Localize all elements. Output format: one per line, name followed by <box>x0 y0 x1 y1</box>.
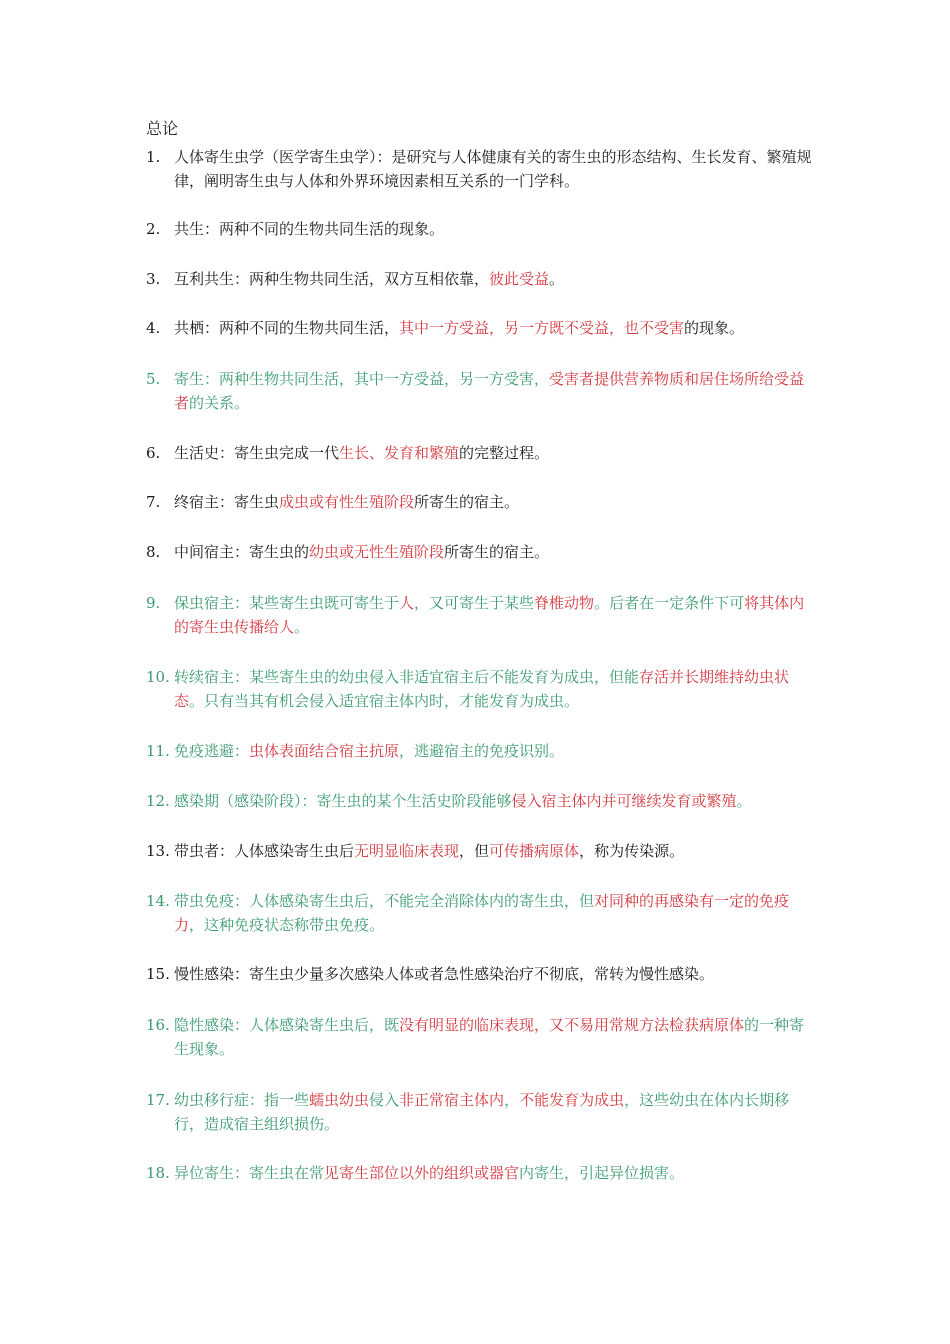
item-number: 2. <box>146 220 161 238</box>
item-text <box>174 789 816 813</box>
highlighted-phrase: 对同种的再感染有一定的免疫力 <box>174 892 790 934</box>
text-segment: 侵入 <box>369 1091 400 1109</box>
item-number: 10. <box>146 668 170 686</box>
item-number: 16. <box>146 1016 170 1034</box>
highlighted-phrase: 非正常宿主体内 <box>399 1091 505 1109</box>
item-text <box>174 1088 816 1136</box>
highlighted-phrase: 其中一方受益，另一方既不受益，也不受害 <box>399 319 685 337</box>
text-segment: 中间宿主：寄生虫的 <box>174 543 310 561</box>
definition-item-4 <box>146 316 816 340</box>
item-text <box>174 540 816 564</box>
definition-item-14 <box>146 889 816 937</box>
definition-item-13 <box>146 839 816 863</box>
text-segment: 寄生：两种生物共同生活，其中一方受益，另一方受害， <box>174 370 550 388</box>
text-segment: 慢性感染：寄生虫少量多次感染人体或者急性感染治疗不彻底，常转为慢性感染。 <box>174 965 715 983</box>
text-segment: 人体寄生虫学（医学寄生虫学）：是研究与人体健康有关的寄生虫的形态结构、生长发育、繁殖规律，阐明寄生虫与人体和外界环境因素相互关系的一门学科。 <box>174 148 812 190</box>
highlighted-phrase: 无明显临床表现 <box>354 842 460 860</box>
text-segment: 所寄生的宿主。 <box>444 543 550 561</box>
section-heading: 总论 <box>146 119 179 138</box>
text-segment: 共栖：两种不同的生物共同生活， <box>174 319 400 337</box>
highlighted-phrase: 生长、发育和繁殖 <box>339 444 460 462</box>
item-text <box>174 739 816 763</box>
text-segment: 。 <box>736 792 752 810</box>
text-segment: 隐性感染：人体感染寄生虫后，既 <box>174 1016 400 1034</box>
text-segment: 的完整过程。 <box>459 444 550 462</box>
highlighted-phrase: 成虫或有性生殖阶段 <box>279 493 415 511</box>
definition-item-8 <box>146 540 816 564</box>
highlighted-phrase: 见寄生部位以外的组织或器官 <box>324 1164 520 1182</box>
item-number: 15. <box>146 965 170 983</box>
definition-item-6 <box>146 441 816 465</box>
text-segment: 共生：两种不同的生物共同生活的现象。 <box>174 220 445 238</box>
definition-item-18 <box>146 1161 816 1185</box>
text-segment: ，这些幼虫在体内长期移行，造成宿主组织损伤。 <box>174 1091 790 1133</box>
item-text <box>174 490 816 514</box>
definition-item-15 <box>146 962 816 986</box>
text-segment: 异位寄生：寄生虫在常 <box>174 1164 325 1182</box>
text-segment: ，又可寄生于某些 <box>414 594 535 612</box>
item-text <box>174 591 816 639</box>
item-text <box>174 1013 816 1061</box>
item-number: 14. <box>146 892 170 910</box>
text-segment: ， <box>504 1091 520 1109</box>
item-number: 9. <box>146 594 161 612</box>
item-number: 4. <box>146 319 161 337</box>
text-segment: 带虫免疫：人体感染寄生虫后，不能完全消除体内的寄生虫，但 <box>174 892 595 910</box>
highlighted-phrase: 脊椎动物 <box>534 594 595 612</box>
definition-item-3 <box>146 267 816 291</box>
highlighted-phrase: 侵入宿主体内并可继续发育或繁殖 <box>511 792 737 810</box>
highlighted-phrase: 将其体内的寄生虫传播给人 <box>174 594 805 636</box>
definition-item-17 <box>146 1088 816 1136</box>
item-text <box>174 1161 816 1185</box>
item-number: 8. <box>146 543 161 561</box>
definition-item-10 <box>146 665 816 713</box>
text-segment: 免疫逃避： <box>174 742 250 760</box>
definition-item-11 <box>146 739 816 763</box>
item-number: 11. <box>146 742 170 760</box>
highlighted-phrase: 不能发育为成虫 <box>519 1091 625 1109</box>
text-segment: 的现象。 <box>684 319 745 337</box>
highlighted-phrase: 可传播病原体 <box>489 842 580 860</box>
text-segment: 带虫者：人体感染寄生虫后 <box>174 842 355 860</box>
definition-item-9 <box>146 591 816 639</box>
item-text <box>174 839 816 863</box>
item-text <box>174 367 816 415</box>
text-segment: 。 <box>294 618 310 636</box>
item-text <box>174 665 816 713</box>
text-segment: 内寄生，引起异位损害。 <box>519 1164 685 1182</box>
highlighted-phrase: 人 <box>399 594 415 612</box>
text-segment: 的一种寄生现象。 <box>174 1016 805 1058</box>
text-segment: 感染期（感染阶段）：寄生虫的某个生活史阶段能够 <box>174 792 512 810</box>
text-segment: ，这种免疫状态称带虫免疫。 <box>189 916 385 934</box>
text-segment: 幼虫移行症：指一些 <box>174 1091 310 1109</box>
text-segment: ，称为传染源。 <box>579 842 685 860</box>
item-number: 6. <box>146 444 161 462</box>
item-number: 5. <box>146 370 161 388</box>
item-text <box>174 316 816 340</box>
highlighted-phrase: 没有明显的临床表现，又不易用常规方法检获病原体 <box>399 1016 745 1034</box>
definition-item-7 <box>146 490 816 514</box>
text-segment: 。 <box>549 270 565 288</box>
item-text <box>174 217 816 241</box>
item-number: 18. <box>146 1164 170 1182</box>
definition-item-12 <box>146 789 816 813</box>
text-segment: 。只有当其有机会侵入适宜宿主体内时，才能发育为成虫。 <box>189 692 580 710</box>
item-text <box>174 145 816 193</box>
item-text <box>174 962 816 986</box>
item-number: 17. <box>146 1091 170 1109</box>
item-text <box>174 267 816 291</box>
text-segment: 互利共生：两种生物共同生活，双方互相依靠， <box>174 270 490 288</box>
highlighted-phrase: 幼虫或无性生殖阶段 <box>309 543 445 561</box>
text-segment: 保虫宿主：某些寄生虫既可寄生于 <box>174 594 400 612</box>
definition-item-16 <box>146 1013 816 1061</box>
text-segment: 所寄生的宿主。 <box>414 493 520 511</box>
definition-item-5 <box>146 367 816 415</box>
item-number: 12. <box>146 792 170 810</box>
item-text <box>174 889 816 937</box>
text-segment: ，但 <box>459 842 490 860</box>
highlighted-phrase: 蠕虫幼虫 <box>309 1091 370 1109</box>
text-segment: 。后者在一定条件下可 <box>594 594 745 612</box>
text-segment: 生活史：寄生虫完成一代 <box>174 444 340 462</box>
item-number: 13. <box>146 842 170 860</box>
definition-item-1 <box>146 145 816 193</box>
text-segment: 终宿主：寄生虫 <box>174 493 280 511</box>
highlighted-phrase: 虫体表面结合宿主抗原 <box>249 742 400 760</box>
item-text <box>174 441 816 465</box>
text-segment: ，逃避宿主的免疫识别。 <box>399 742 565 760</box>
text-segment: 转续宿主：某些寄生虫的幼虫侵入非适宜宿主后不能发育为成虫，但能 <box>174 668 640 686</box>
highlighted-phrase: 受害者提供营养物质和居住场所给受益者 <box>174 370 805 412</box>
definition-item-2 <box>146 217 816 241</box>
item-number: 7. <box>146 493 161 511</box>
highlighted-phrase: 彼此受益 <box>489 270 550 288</box>
text-segment: 的关系。 <box>189 394 250 412</box>
item-number: 3. <box>146 270 161 288</box>
item-number: 1. <box>146 148 161 166</box>
highlighted-phrase: 存活并长期维持幼虫状态 <box>174 668 790 710</box>
